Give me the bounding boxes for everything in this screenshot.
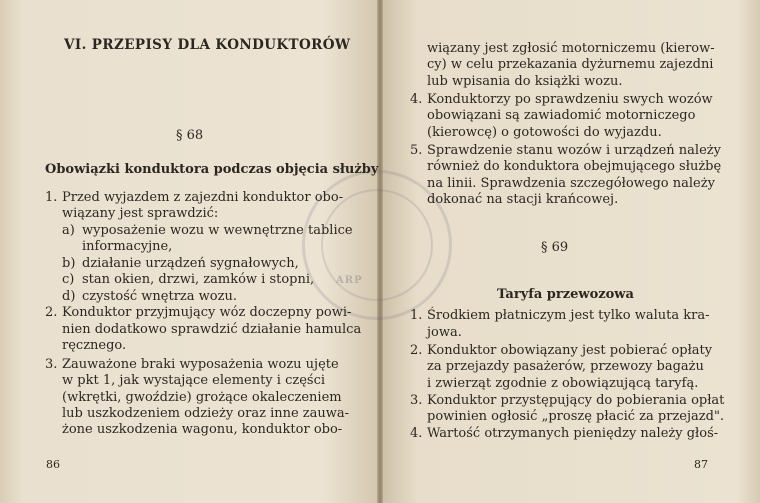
list-item-line: Konduktorzy po sprawdzeniu swych wozów bbox=[427, 92, 713, 107]
page-number-left: 86 bbox=[46, 458, 60, 471]
list-item-line: również do konduktora obejmującego służbę bbox=[427, 159, 722, 174]
list-item-line: Wartość otrzymanych pieniędzy należy głoś- bbox=[427, 426, 719, 441]
section-number-69: § 69 bbox=[541, 240, 569, 255]
sub-item-letter: b) bbox=[62, 256, 76, 271]
list-item-line: dokonać na stacji krańcowej. bbox=[427, 192, 619, 207]
list-item-line: Konduktor przyjmujący wóz doczepny powi- bbox=[62, 305, 352, 320]
list-item-line: Konduktor obowiązany jest pobierać opłaty bbox=[427, 343, 713, 358]
list-item-line: Sprawdzenie stanu wozów i urządzeń należy bbox=[427, 143, 721, 158]
sub-item-line: czystość wnętrza wozu. bbox=[82, 289, 237, 304]
list-item-number: 3. bbox=[45, 357, 58, 372]
list-item-number: 5. bbox=[410, 143, 423, 158]
list-item-number: 3. bbox=[410, 393, 423, 408]
list-item-line: Środkiem płatniczym jest tylko waluta kra- bbox=[427, 308, 710, 323]
list-item-number: 2. bbox=[410, 343, 423, 358]
list-item-line: Konduktor przystępujący do pobierania opłat bbox=[427, 393, 725, 408]
library-stamp-text: ARP bbox=[336, 275, 363, 286]
list-item-line: (wkrętki, gwoździe) grożące okaleczeniem bbox=[62, 390, 342, 405]
list-item-line: Przed wyjazdem z zajezdni konduktor obo- bbox=[62, 190, 344, 205]
continued-line: wiązany jest zgłosić motorniczemu (kierow- bbox=[427, 41, 715, 56]
continued-line: cy) w celu przekazania dyżurnemu zajezdni bbox=[427, 57, 714, 72]
list-item-number: 4. bbox=[410, 426, 423, 441]
list-item-line: lub uszkodzeniem odzieży oraz inne zauwa- bbox=[62, 406, 350, 421]
list-item-number: 1. bbox=[410, 308, 423, 323]
list-item-line: jowa. bbox=[427, 325, 462, 340]
list-item-line: na linii. Sprawdzenia szczegółowego należy bbox=[427, 176, 715, 191]
list-item-number: 2. bbox=[45, 305, 58, 320]
chapter-title: VI. PRZEPISY DLA KONDUKTORÓW bbox=[64, 37, 351, 53]
sub-item-line: działanie urządzeń sygnałowych, bbox=[82, 256, 299, 271]
list-item-line: za przejazdy pasażerów, przewozy bagażu bbox=[427, 359, 704, 374]
page-number-right: 87 bbox=[694, 458, 708, 471]
list-item-line: żone uszkodzenia wagonu, konduktor obo- bbox=[62, 422, 343, 437]
sub-item-line: informacyjne, bbox=[82, 239, 173, 254]
list-item-line: i zwierząt zgodnie z obowiązującą taryfą. bbox=[427, 376, 699, 391]
list-item-line: Zauważone braki wyposażenia wozu ujęte bbox=[62, 357, 339, 372]
list-item-line: ręcznego. bbox=[62, 338, 127, 353]
section-number-68: § 68 bbox=[176, 128, 204, 143]
list-item-number: 1. bbox=[45, 190, 58, 205]
sub-item-letter: c) bbox=[62, 272, 75, 287]
list-item-number: 4. bbox=[410, 92, 423, 107]
list-item-line: obowiązani są zawiadomić motorniczego bbox=[427, 108, 696, 123]
sub-item-letter: d) bbox=[62, 289, 76, 304]
list-item-line: (kierowcę) o gotowości do wyjazdu. bbox=[427, 125, 662, 140]
list-item-line: nien dodatkowo sprawdzić działanie hamulca bbox=[62, 322, 362, 337]
sub-item-line: wyposażenie wozu w wewnętrzne tablice bbox=[82, 223, 353, 238]
sub-item-line: stan okien, drzwi, zamków i stopni, bbox=[82, 272, 315, 287]
section-title-69: Taryfa przewozowa bbox=[497, 287, 634, 302]
list-item-line: powinien ogłosić „proszę płacić za przejazd". bbox=[427, 409, 725, 424]
section-title-68: Obowiązki konduktora podczas objęcia służby bbox=[45, 162, 379, 177]
sub-item-letter: a) bbox=[62, 223, 75, 238]
list-item-line: wiązany jest sprawdzić: bbox=[62, 206, 219, 221]
continued-line: lub wpisania do książki wozu. bbox=[427, 74, 623, 89]
list-item-line: w pkt 1, jak wystające elementy i części bbox=[62, 373, 326, 388]
